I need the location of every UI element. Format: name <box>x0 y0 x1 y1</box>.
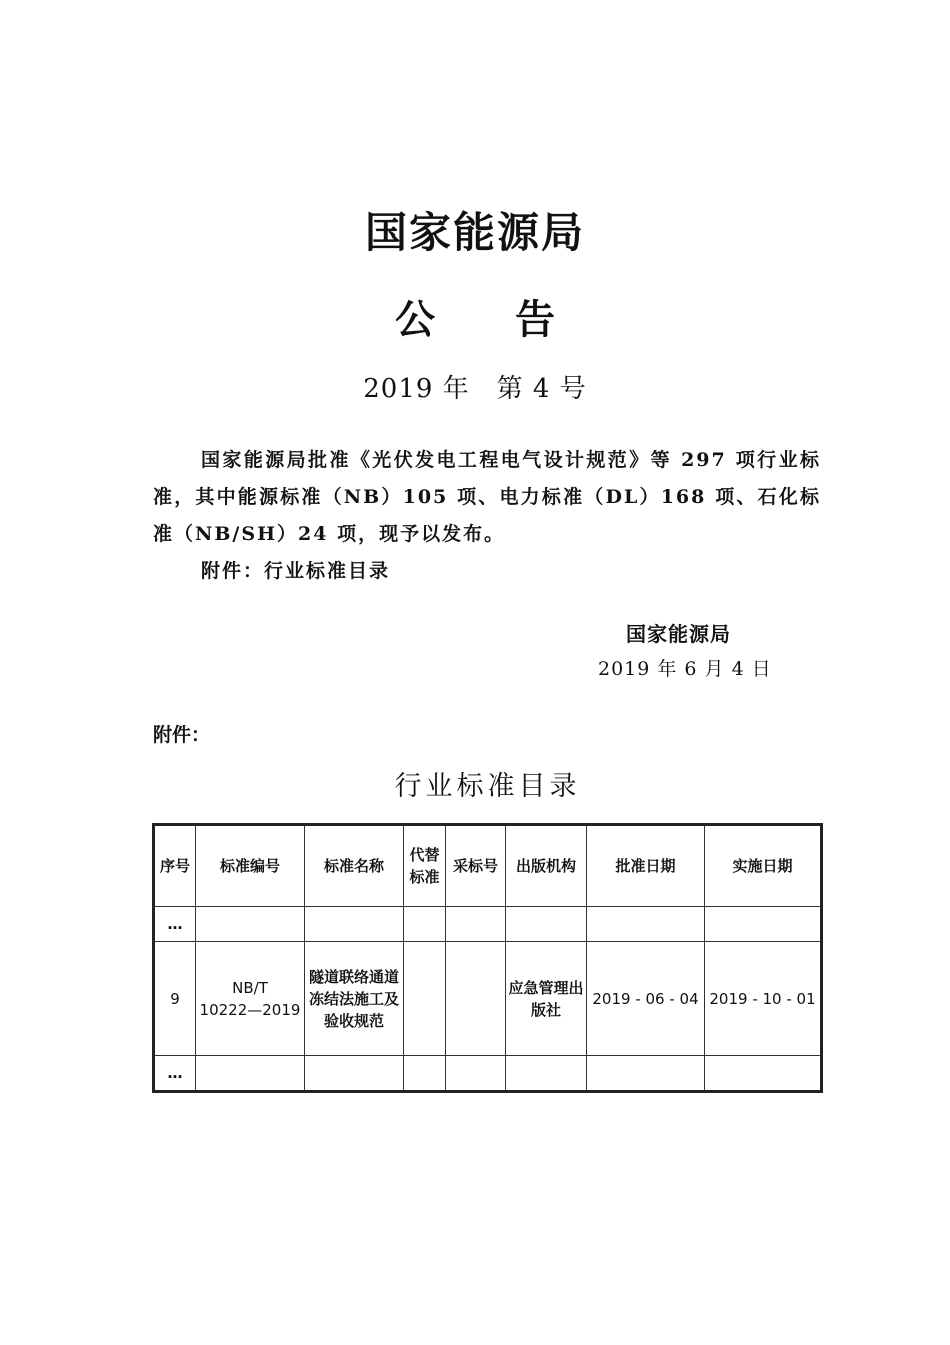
cell-replaces <box>404 942 446 1056</box>
agency-title: 国家能源局 <box>364 208 585 257</box>
col-header-code: 标准编号 <box>196 825 305 907</box>
cell-name: 隧道联络通道冻结法施工及验收规范 <box>305 942 404 1056</box>
col-header-approved: 批准日期 <box>587 825 705 907</box>
cell-code <box>196 942 305 1056</box>
col-header-name: 标准名称 <box>305 825 404 907</box>
notice-paragraph: 国家能源局批准《光伏发电工程电气设计规范》等 297 项行业标准，其中能源标准（NB）105 项、电力标准（DL）168 项、石化标准（NB/SH）24 项，现予以发布。 <box>153 449 821 545</box>
table-row <box>154 1056 822 1092</box>
ellipsis-cell: … <box>154 1056 196 1092</box>
cell-publisher: 应急管理出版社 <box>506 942 587 1056</box>
attachment-label: 附件： <box>153 724 211 746</box>
notice-title-char-2: 告 <box>515 297 555 343</box>
notice-title-char-1: 公 <box>395 297 435 343</box>
table-row <box>154 942 822 1056</box>
table-row <box>154 907 822 942</box>
col-header-replaces: 代替标准 <box>404 825 446 907</box>
catalog-title: 行业标准目录 <box>394 771 581 802</box>
standards-table <box>152 823 823 1093</box>
cell-code-line2: 10222—2019 <box>199 1000 301 1019</box>
cell-effective: 2019 - 10 - 01 <box>705 942 822 1056</box>
notice-body <box>153 442 821 590</box>
col-header-adopted: 采标号 <box>446 825 506 907</box>
col-header-seq: 序号 <box>154 825 196 907</box>
cell-code-line1: NB/T <box>232 978 268 997</box>
col-header-publisher: 出版机构 <box>506 825 587 907</box>
signature-date: 2019 年 6 月 4 日 <box>598 658 772 680</box>
table-header-row <box>154 825 822 907</box>
signature-name: 国家能源局 <box>626 622 731 646</box>
cell-approved: 2019 - 06 - 04 <box>587 942 705 1056</box>
notice-number: 2019 年 第 4 号 <box>363 374 587 404</box>
cell-seq: 9 <box>154 942 196 1056</box>
attachment-reference: 附件：行业标准目录 <box>201 560 391 582</box>
ellipsis-cell: … <box>154 907 196 942</box>
notice-title <box>0 288 950 345</box>
col-header-effective: 实施日期 <box>705 825 822 907</box>
cell-adopted <box>446 942 506 1056</box>
